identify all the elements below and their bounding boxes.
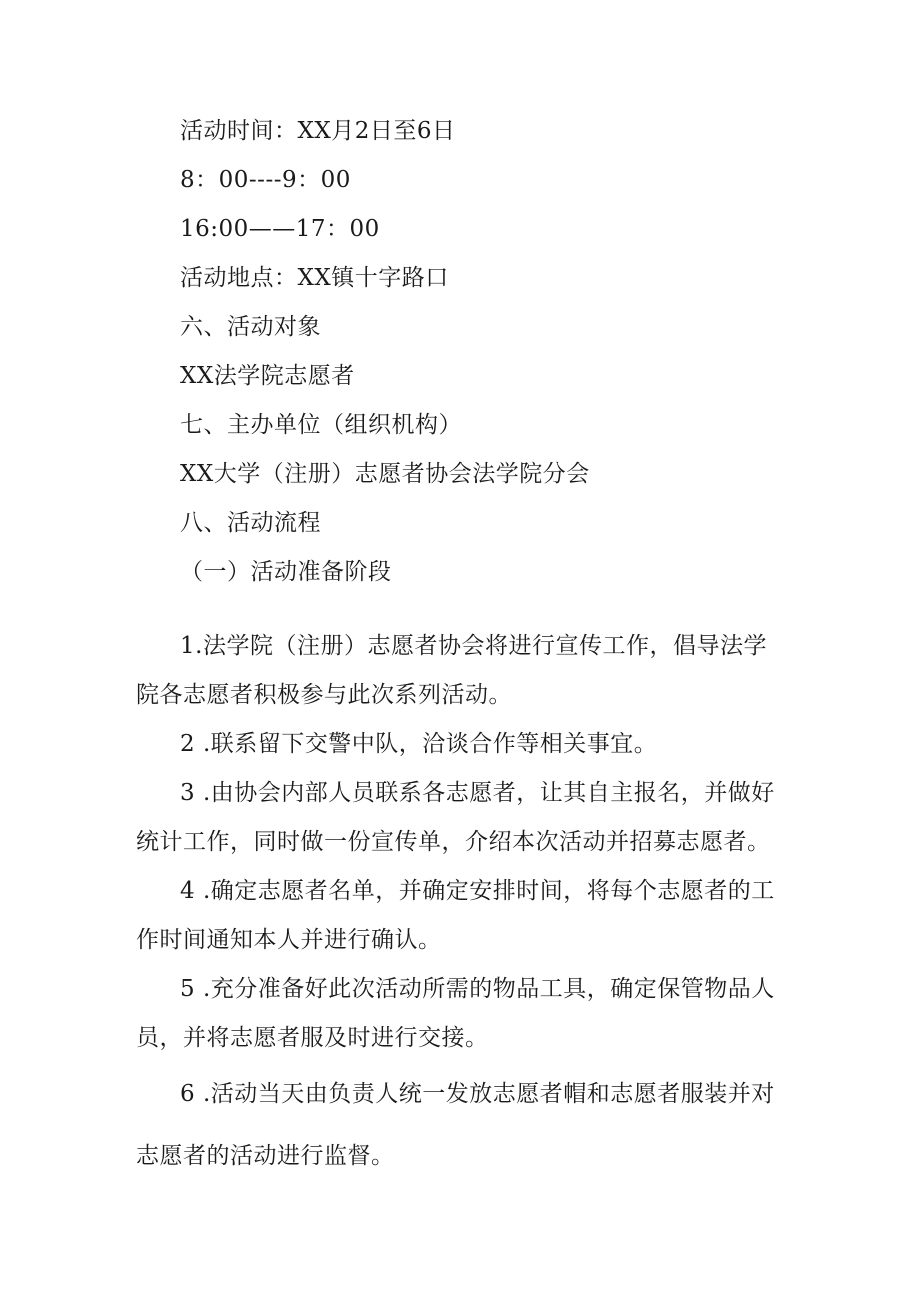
section-heading-7: 七、主办单位（组织机构） bbox=[180, 412, 462, 438]
subsection-heading-1: （一）活动准备阶段 bbox=[180, 559, 392, 585]
section-heading-8: 八、活动流程 bbox=[180, 510, 321, 536]
step-paragraph-2: 2 .联系留下交警中队，洽谈合作等相关事宜。 bbox=[180, 731, 658, 757]
afternoon-time-line: 16:00——17：00 bbox=[180, 216, 380, 242]
step-paragraph-1: 1.法学院（注册）志愿者协会将进行宣传工作，倡导法学院各志愿者积极参与此次系列活动。 bbox=[136, 633, 767, 708]
activity-time-line: 活动时间：XX月2日至6日 bbox=[180, 118, 456, 144]
morning-time-line: 8：00----9：00 bbox=[180, 167, 351, 193]
activity-location-line: 活动地点：XX镇十字路口 bbox=[180, 265, 449, 291]
section-heading-6: 六、活动对象 bbox=[180, 314, 321, 340]
step-paragraph-4: 4 .确定志愿者名单，并确定安排时间，将每个志愿者的工作时间通知本人并进行确认。 bbox=[136, 878, 775, 953]
organizer-line: XX大学（注册）志愿者协会法学院分会 bbox=[180, 461, 590, 487]
step-paragraph-6: 6 .活动当天由负责人统一发放志愿者帽和志愿者服装并对志愿者的活动进行监督。 bbox=[136, 1081, 775, 1169]
step-paragraph-3: 3 .由协会内部人员联系各志愿者，让其自主报名，并做好统计工作，同时做一份宣传单，介绍本次活动并招募志愿者。 bbox=[136, 780, 775, 855]
activity-target-line: XX法学院志愿者 bbox=[180, 363, 355, 389]
step-paragraph-5: 5 .充分准备好此次活动所需的物品工具，确定保管物品人员，并将志愿者服及时进行交接。 bbox=[136, 976, 775, 1051]
